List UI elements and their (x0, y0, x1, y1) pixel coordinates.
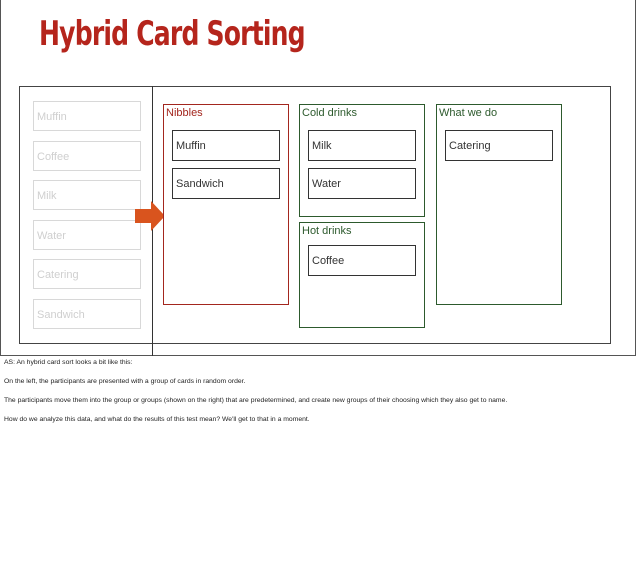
group-title: Cold drinks (302, 107, 358, 119)
group-title: Hot drinks (302, 225, 352, 237)
group-what-we-do[interactable] (436, 104, 562, 305)
pile-card[interactable]: Coffee (33, 141, 141, 171)
group-card[interactable]: Catering (445, 130, 553, 161)
note-line: How do we analyze this data, and what do the results of this test mean? We'll get to that in a moment. (4, 416, 310, 423)
pile-card[interactable]: Catering (33, 259, 141, 289)
group-title: Nibbles (166, 107, 203, 119)
note-line: AS: An hybrid card sort looks a bit like this: (4, 359, 133, 366)
group-card[interactable]: Sandwich (172, 168, 280, 199)
group-hot-drinks[interactable] (299, 222, 425, 328)
note-line: On the left, the participants are presented with a group of cards in random order. (4, 378, 246, 385)
group-card[interactable]: Water (308, 168, 416, 199)
note-line: The participants move them into the group or groups (shown on the right) that are predetermined, and create new groups of their choosing which they also get to name. (4, 397, 508, 404)
group-nibbles[interactable] (163, 104, 289, 305)
group-card[interactable]: Muffin (172, 130, 280, 161)
pile-card[interactable]: Milk (33, 180, 141, 210)
pile-card[interactable]: Muffin (33, 101, 141, 131)
pile-card[interactable]: Water (33, 220, 141, 250)
right-arrow-icon (133, 200, 167, 232)
speaker-notes (4, 358, 634, 434)
slide-title: Hybrid Card Sorting (39, 14, 305, 54)
group-cold-drinks[interactable] (299, 104, 425, 217)
group-card[interactable]: Milk (308, 130, 416, 161)
group-title: What we do (439, 107, 498, 119)
pile-card[interactable]: Sandwich (33, 299, 141, 329)
group-card[interactable]: Coffee (308, 245, 416, 276)
